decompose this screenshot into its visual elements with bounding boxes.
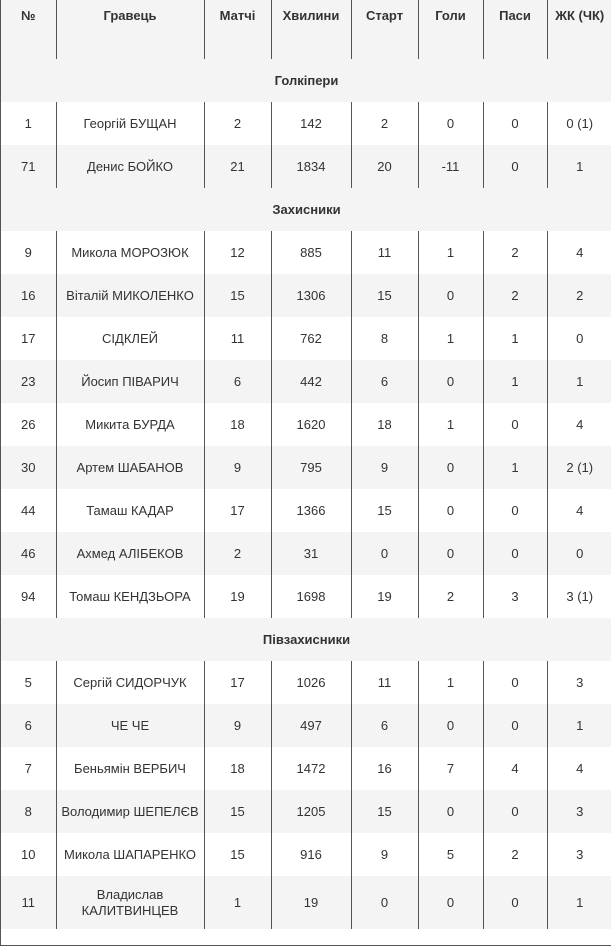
cell-goals: -11 bbox=[418, 145, 483, 188]
cell-matches: 19 bbox=[204, 575, 271, 618]
cell-cards: 4 bbox=[576, 760, 584, 776]
cell-number: 17 bbox=[1, 317, 56, 360]
cell-minutes: 1366 bbox=[271, 489, 351, 532]
cell-matches: 1 bbox=[204, 876, 271, 929]
cell-number: 11 bbox=[1, 876, 56, 929]
column-header-number: № bbox=[1, 0, 56, 59]
table-row bbox=[1, 876, 611, 929]
cell-starts: 6 bbox=[351, 360, 418, 403]
table-row bbox=[1, 317, 611, 360]
cell-starts: 15 bbox=[351, 790, 418, 833]
cell-minutes: 1698 bbox=[271, 575, 351, 618]
column-header-minutes: Хвилини bbox=[271, 0, 351, 59]
column-header-starts: Старт bbox=[351, 0, 418, 59]
cell-player: Микита БУРДА bbox=[56, 403, 204, 446]
cell-matches: 15 bbox=[204, 274, 271, 317]
cell-minutes: 795 bbox=[271, 446, 351, 489]
cell-number: 5 bbox=[1, 661, 56, 704]
cell-starts: 2 bbox=[351, 102, 418, 145]
cell-number: 26 bbox=[1, 403, 56, 446]
cell-matches: 9 bbox=[204, 446, 271, 489]
cell-number: 16 bbox=[1, 274, 56, 317]
cell-minutes: 497 bbox=[271, 704, 351, 747]
cell-matches: 12 bbox=[204, 231, 271, 274]
cell-player: Ахмед АЛІБЕКОВ bbox=[56, 532, 204, 575]
section-header-row bbox=[1, 59, 611, 102]
cell-minutes: 1620 bbox=[271, 403, 351, 446]
table-row bbox=[1, 274, 611, 317]
cell-cards: 2 bbox=[547, 274, 611, 317]
cell-starts: 0 bbox=[351, 532, 418, 575]
cell-assists: 4 bbox=[483, 747, 547, 790]
cell-cards: 3 bbox=[547, 790, 611, 833]
cell-goals: 0 bbox=[418, 532, 483, 575]
cell-cards: 0 bbox=[547, 532, 611, 575]
cell-assists: 0 bbox=[483, 790, 547, 833]
cell-assists: 0 bbox=[483, 532, 547, 575]
cell-matches: 11 bbox=[204, 317, 271, 360]
table-row bbox=[1, 575, 611, 618]
cell-starts: 0 bbox=[351, 876, 418, 929]
cell-minutes: 31 bbox=[271, 532, 351, 575]
cell-matches: 6 bbox=[204, 360, 271, 403]
table-row bbox=[1, 661, 611, 704]
cell-starts: 18 bbox=[351, 403, 418, 446]
cell-matches: 17 bbox=[204, 661, 271, 704]
cell-goals: 0 bbox=[418, 489, 483, 532]
cell-player: Володимир ШЕПЕЛЄВ bbox=[56, 790, 204, 833]
cell-goals: 1 bbox=[418, 661, 483, 704]
table-row bbox=[1, 489, 611, 532]
cell-number: 7 bbox=[1, 747, 56, 790]
cell-minutes: 1205 bbox=[271, 790, 351, 833]
cell-goals: 0 bbox=[418, 360, 483, 403]
cell-matches: 2 bbox=[204, 102, 271, 145]
table-row bbox=[1, 704, 611, 747]
cell-player: Беньямін ВЕРБИЧ bbox=[56, 747, 204, 790]
cell-matches: 18 bbox=[204, 403, 271, 446]
cell-starts: 19 bbox=[351, 575, 418, 618]
cell-cards: 1 bbox=[547, 704, 611, 747]
cell-matches: 21 bbox=[204, 145, 271, 188]
table-row bbox=[1, 102, 611, 145]
cell-minutes: 19 bbox=[271, 876, 351, 929]
cell-cards: 4 bbox=[576, 416, 584, 432]
cell-starts: 9 bbox=[351, 833, 418, 876]
section-title: Захисники bbox=[1, 188, 611, 231]
section-header-row bbox=[1, 188, 611, 231]
cell-cards: 1 bbox=[547, 360, 611, 403]
cell-player: Віталій МИКОЛЕНКО bbox=[56, 274, 204, 317]
cell-number: 71 bbox=[1, 145, 56, 188]
cell-assists: 1 bbox=[483, 317, 547, 360]
cell-number: 8 bbox=[1, 790, 56, 833]
cell-assists: 1 bbox=[483, 446, 547, 489]
table-row bbox=[1, 403, 611, 446]
cell-player: Георгій БУЩАН bbox=[56, 102, 204, 145]
cell-minutes: 1306 bbox=[271, 274, 351, 317]
cell-goals: 1 bbox=[418, 317, 483, 360]
cell-assists: 0 bbox=[483, 145, 547, 188]
cell-player: Йосип ПІВАРИЧ bbox=[56, 360, 204, 403]
cell-minutes: 762 bbox=[271, 317, 351, 360]
cell-assists: 3 bbox=[483, 575, 547, 618]
cell-starts: 9 bbox=[351, 446, 418, 489]
cell-starts: 15 bbox=[351, 274, 418, 317]
cell-goals: 5 bbox=[418, 833, 483, 876]
column-header-goals: Голи bbox=[418, 0, 483, 59]
cell-player: Томаш КЕНДЗЬОРА bbox=[56, 575, 204, 618]
table-row bbox=[1, 532, 611, 575]
cell-number: 46 bbox=[1, 532, 56, 575]
cell-starts: 11 bbox=[351, 661, 418, 704]
cell-cards: 3 (1) bbox=[566, 588, 594, 604]
table-row bbox=[1, 747, 611, 790]
cell-player: Артем ШАБАНОВ bbox=[56, 446, 204, 489]
cell-matches: 18 bbox=[204, 747, 271, 790]
cell-minutes: 916 bbox=[271, 833, 351, 876]
column-header-assists: Паси bbox=[483, 0, 547, 59]
cell-minutes: 1834 bbox=[271, 145, 351, 188]
cell-cards: 4 bbox=[576, 502, 584, 518]
cell-starts: 20 bbox=[351, 145, 418, 188]
cell-goals: 7 bbox=[418, 747, 483, 790]
cell-starts: 8 bbox=[351, 317, 418, 360]
cell-goals: 0 bbox=[418, 102, 483, 145]
cell-matches: 17 bbox=[204, 489, 271, 532]
cell-player: ЧЕ ЧЕ bbox=[56, 704, 204, 747]
cell-starts: 16 bbox=[351, 747, 418, 790]
cell-cards: 3 bbox=[576, 674, 584, 690]
column-header-matches: Матчі bbox=[204, 0, 271, 59]
cell-number: 94 bbox=[1, 575, 56, 618]
cell-assists: 2 bbox=[483, 274, 547, 317]
cell-goals: 0 bbox=[418, 876, 483, 929]
cell-cards: 1 bbox=[547, 145, 611, 188]
section-header-row bbox=[1, 618, 611, 661]
cell-cards: 1 bbox=[547, 876, 611, 929]
cell-number: 44 bbox=[1, 489, 56, 532]
table-header-row bbox=[1, 0, 611, 59]
column-header-cards: ЖК (ЧК) bbox=[547, 0, 611, 59]
cell-matches: 2 bbox=[204, 532, 271, 575]
cell-assists: 0 bbox=[483, 876, 547, 929]
cell-player: Денис БОЙКО bbox=[56, 145, 204, 188]
cell-player: Владислав КАЛИТВИНЦЕВ bbox=[56, 876, 204, 929]
cell-minutes: 1472 bbox=[271, 747, 351, 790]
cell-assists: 1 bbox=[483, 360, 547, 403]
cell-player: Микола ШАПАРЕНКО bbox=[56, 833, 204, 876]
cell-assists: 2 bbox=[483, 833, 547, 876]
table-row bbox=[1, 446, 611, 489]
cell-assists: 2 bbox=[483, 231, 547, 274]
cell-matches: 9 bbox=[204, 704, 271, 747]
cell-starts: 6 bbox=[351, 704, 418, 747]
section-title: Голкіпери bbox=[1, 59, 611, 102]
table-row bbox=[1, 145, 611, 188]
section-title: Півзахисники bbox=[1, 618, 611, 661]
cell-player: Тамаш КАДАР bbox=[56, 489, 204, 532]
player-stats-table bbox=[1, 0, 611, 929]
cell-cards: 2 (1) bbox=[547, 446, 611, 489]
cell-player: Сергій СИДОРЧУК bbox=[56, 661, 204, 704]
cell-cards: 0 bbox=[576, 330, 584, 346]
cell-assists: 0 bbox=[483, 661, 547, 704]
cell-goals: 1 bbox=[418, 231, 483, 274]
cell-number: 10 bbox=[1, 833, 56, 876]
cell-number: 1 bbox=[1, 102, 56, 145]
cell-cards: 3 bbox=[576, 846, 584, 862]
cell-minutes: 885 bbox=[271, 231, 351, 274]
cell-assists: 0 bbox=[483, 704, 547, 747]
table-body bbox=[1, 59, 611, 929]
cell-number: 30 bbox=[1, 446, 56, 489]
cell-player: Микола МОРОЗЮК bbox=[56, 231, 204, 274]
cell-goals: 0 bbox=[418, 704, 483, 747]
cell-goals: 2 bbox=[418, 575, 483, 618]
cell-number: 23 bbox=[1, 360, 56, 403]
cell-goals: 1 bbox=[418, 403, 483, 446]
cell-number: 9 bbox=[1, 231, 56, 274]
cell-player: СІДКЛЕЙ bbox=[56, 317, 204, 360]
cell-starts: 11 bbox=[351, 231, 418, 274]
table-row bbox=[1, 231, 611, 274]
cell-cards: 0 (1) bbox=[566, 115, 594, 131]
cell-goals: 0 bbox=[418, 790, 483, 833]
table-row bbox=[1, 790, 611, 833]
table-row bbox=[1, 360, 611, 403]
cell-goals: 0 bbox=[418, 446, 483, 489]
cell-goals: 0 bbox=[418, 274, 483, 317]
cell-minutes: 142 bbox=[271, 102, 351, 145]
cell-assists: 0 bbox=[483, 102, 547, 145]
cell-starts: 15 bbox=[351, 489, 418, 532]
cell-minutes: 1026 bbox=[271, 661, 351, 704]
cell-cards: 4 bbox=[576, 244, 584, 260]
table-row bbox=[1, 833, 611, 876]
cell-number: 6 bbox=[1, 704, 56, 747]
cell-matches: 15 bbox=[204, 790, 271, 833]
cell-matches: 15 bbox=[204, 833, 271, 876]
cell-assists: 0 bbox=[483, 489, 547, 532]
column-header-player: Гравець bbox=[56, 0, 204, 59]
cell-minutes: 442 bbox=[271, 360, 351, 403]
cell-assists: 0 bbox=[483, 403, 547, 446]
